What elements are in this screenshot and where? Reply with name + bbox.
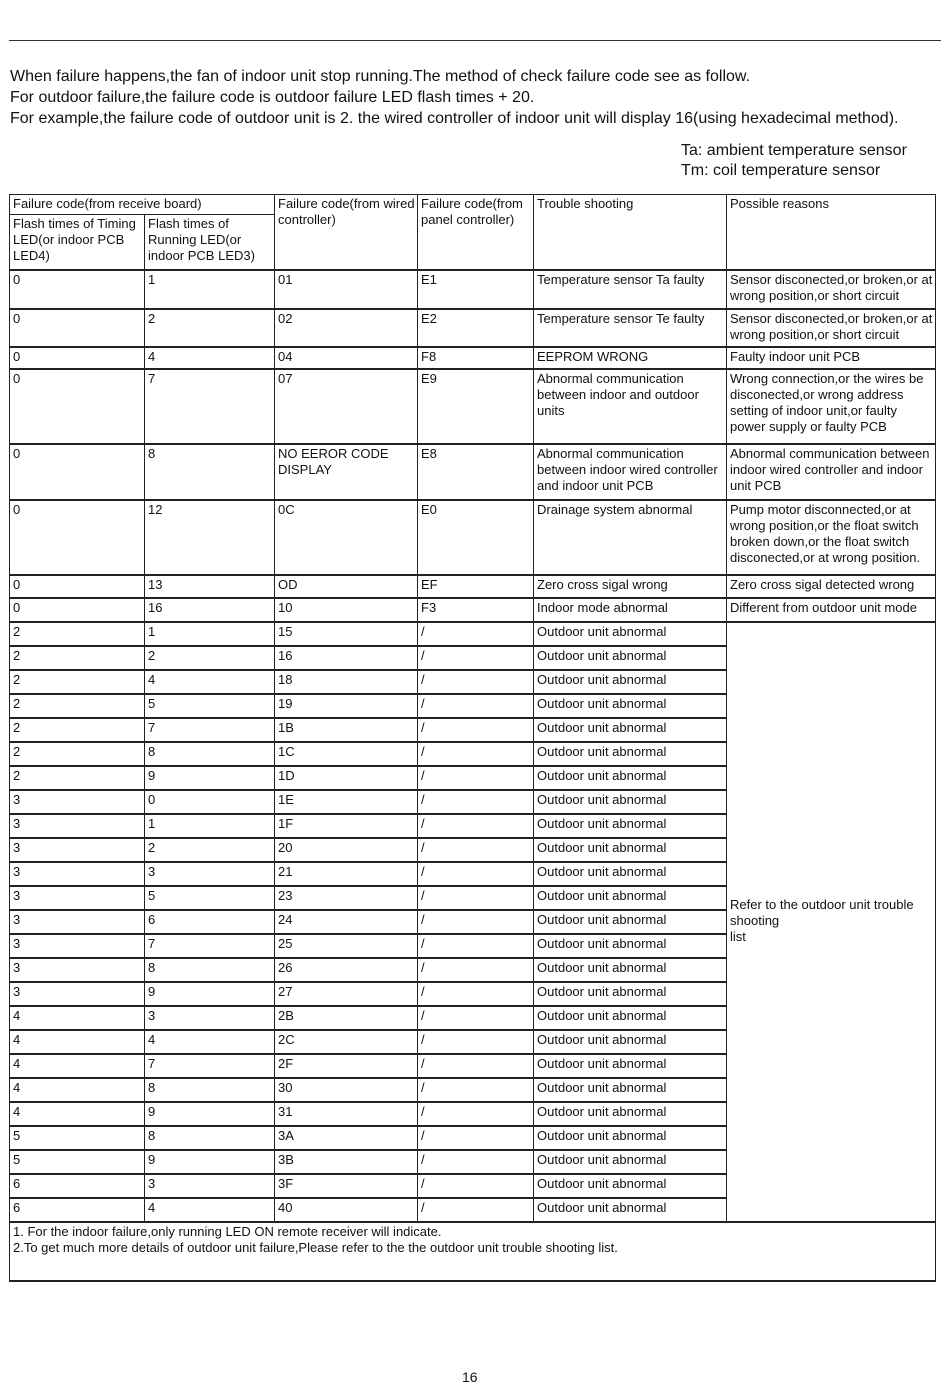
trouble-cell: Outdoor unit abnormal — [534, 934, 727, 958]
panel-code-cell: E1 — [418, 270, 534, 309]
timing-led-cell: 2 — [10, 646, 145, 670]
wired-code-cell: OD — [275, 575, 418, 598]
running-led-cell: 5 — [145, 694, 275, 718]
legend-tm: Tm: coil temperature sensor — [681, 162, 881, 179]
wired-code-cell: 27 — [275, 982, 418, 1006]
panel-code-cell: / — [418, 1078, 534, 1102]
timing-led-cell: 3 — [10, 814, 145, 838]
wired-code-cell: 3A — [275, 1126, 418, 1150]
timing-led-cell: 5 — [10, 1150, 145, 1174]
trouble-cell: Outdoor unit abnormal — [534, 982, 727, 1006]
timing-led-cell: 2 — [10, 766, 145, 790]
wired-code-cell: 15 — [275, 622, 418, 646]
timing-led-cell: 0 — [10, 309, 145, 347]
trouble-cell: Outdoor unit abnormal — [534, 718, 727, 742]
running-led-cell: 16 — [145, 598, 275, 622]
timing-led-cell: 4 — [10, 1030, 145, 1054]
intro-line: For example,the failure code of outdoor unit is 2. the wired controller of indoor unit will display 16(using hexadecimal method). — [10, 110, 899, 127]
reason-cell: Zero cross sigal detected wrong — [727, 575, 936, 598]
panel-code-cell: / — [418, 1102, 534, 1126]
wired-code-cell: 0C — [275, 500, 418, 575]
timing-led-cell: 0 — [10, 500, 145, 575]
panel-code-cell: E0 — [418, 500, 534, 575]
wired-code-cell: 26 — [275, 958, 418, 982]
running-led-cell: 1 — [145, 270, 275, 309]
timing-led-cell: 0 — [10, 347, 145, 369]
indoor-failure-row — [10, 444, 936, 500]
panel-code-cell: / — [418, 934, 534, 958]
note-line: 1. For the indoor failure,only running LED ON remote receiver will indicate. — [13, 1223, 442, 1239]
notes-row — [10, 1222, 936, 1281]
outdoor-reason-line: shooting — [730, 913, 780, 928]
panel-code-cell: / — [418, 694, 534, 718]
running-led-cell: 2 — [145, 838, 275, 862]
trouble-cell: Outdoor unit abnormal — [534, 958, 727, 982]
timing-led-cell: 3 — [10, 886, 145, 910]
header-wired-controller: Failure code(from wired controller) — [275, 195, 418, 270]
running-led-cell: 2 — [145, 646, 275, 670]
trouble-cell: Outdoor unit abnormal — [534, 1006, 727, 1030]
wired-code-cell: NO EEROR CODE DISPLAY — [275, 444, 418, 500]
running-led-cell: 5 — [145, 886, 275, 910]
outdoor-failure-row — [10, 622, 936, 646]
wired-code-cell: 3F — [275, 1174, 418, 1198]
indoor-failure-row — [10, 347, 936, 369]
running-led-cell: 4 — [145, 347, 275, 369]
page-number: 16 — [462, 1369, 478, 1385]
reason-cell: Faulty indoor unit PCB — [727, 347, 936, 369]
trouble-cell: Outdoor unit abnormal — [534, 886, 727, 910]
running-led-cell: 8 — [145, 958, 275, 982]
panel-code-cell: / — [418, 1126, 534, 1150]
outdoor-reason-cell — [727, 622, 936, 1222]
trouble-cell: Outdoor unit abnormal — [534, 742, 727, 766]
reason-cell: Wrong connection,or the wires be disconected,or wrong address setting of indoor unit,or faulty power supply or faulty PCB — [727, 369, 936, 444]
header-trouble-shooting: Trouble shooting — [534, 195, 727, 270]
trouble-cell: Outdoor unit abnormal — [534, 814, 727, 838]
wired-code-cell: 40 — [275, 1198, 418, 1222]
wired-code-cell: 23 — [275, 886, 418, 910]
panel-code-cell: E9 — [418, 369, 534, 444]
wired-code-cell: 20 — [275, 838, 418, 862]
trouble-cell: Outdoor unit abnormal — [534, 862, 727, 886]
trouble-cell: Outdoor unit abnormal — [534, 1054, 727, 1078]
wired-code-cell: 07 — [275, 369, 418, 444]
timing-led-cell: 4 — [10, 1006, 145, 1030]
panel-code-cell: EF — [418, 575, 534, 598]
trouble-cell: Outdoor unit abnormal — [534, 694, 727, 718]
panel-code-cell: E2 — [418, 309, 534, 347]
header-possible-reasons: Possible reasons — [727, 195, 936, 270]
header-panel-controller: Failure code(from panel controller) — [418, 195, 534, 270]
wired-code-cell: 02 — [275, 309, 418, 347]
panel-code-cell: / — [418, 646, 534, 670]
timing-led-cell: 0 — [10, 270, 145, 309]
running-led-cell: 3 — [145, 1006, 275, 1030]
trouble-cell: Outdoor unit abnormal — [534, 1126, 727, 1150]
timing-led-cell: 3 — [10, 790, 145, 814]
wired-code-cell: 10 — [275, 598, 418, 622]
wired-code-cell: 16 — [275, 646, 418, 670]
note-line: 2.To get much more details of outdoor unit failure,Please refer to the the outdoor unit trouble shooting list. — [13, 1239, 618, 1255]
running-led-cell: 12 — [145, 500, 275, 575]
trouble-cell: Indoor mode abnormal — [534, 598, 727, 622]
running-led-cell: 9 — [145, 1150, 275, 1174]
running-led-cell: 1 — [145, 622, 275, 646]
trouble-cell: Outdoor unit abnormal — [534, 1030, 727, 1054]
indoor-failure-row — [10, 369, 936, 444]
notes-cell — [10, 1222, 936, 1281]
indoor-failure-row — [10, 575, 936, 598]
failure-code-table — [9, 194, 936, 1282]
wired-code-cell: 1D — [275, 766, 418, 790]
running-led-cell: 8 — [145, 1126, 275, 1150]
intro-line: For outdoor failure,the failure code is outdoor failure LED flash times + 20. — [10, 89, 535, 106]
reason-cell: Sensor disconected,or broken,or at wrong position,or short circuit — [727, 270, 936, 309]
wired-code-cell: 18 — [275, 670, 418, 694]
running-led-cell: 4 — [145, 670, 275, 694]
wired-code-cell: 25 — [275, 934, 418, 958]
panel-code-cell: / — [418, 766, 534, 790]
running-led-cell: 9 — [145, 982, 275, 1006]
wired-code-cell: 1E — [275, 790, 418, 814]
wired-code-cell: 1F — [275, 814, 418, 838]
reason-cell: Abnormal communication between indoor wired controller and indoor unit PCB — [727, 444, 936, 500]
running-led-cell: 7 — [145, 934, 275, 958]
trouble-cell: Outdoor unit abnormal — [534, 1150, 727, 1174]
trouble-cell: Temperature sensor Ta faulty — [534, 270, 727, 309]
running-led-cell: 2 — [145, 309, 275, 347]
trouble-cell: Drainage system abnormal — [534, 500, 727, 575]
wired-code-cell: 2C — [275, 1030, 418, 1054]
wired-code-cell: 2F — [275, 1054, 418, 1078]
trouble-cell: Outdoor unit abnormal — [534, 1198, 727, 1222]
header-timing-led: Flash times of Timing LED(or indoor PCB LED4) — [10, 215, 145, 270]
panel-code-cell: F8 — [418, 347, 534, 369]
header-receive-board: Failure code(from receive board) — [10, 195, 275, 215]
wired-code-cell: 24 — [275, 910, 418, 934]
trouble-cell: Outdoor unit abnormal — [534, 910, 727, 934]
legend-ta: Ta: ambient temperature sensor — [681, 142, 907, 159]
trouble-cell: Outdoor unit abnormal — [534, 646, 727, 670]
panel-code-cell: / — [418, 670, 534, 694]
wired-code-cell: 2B — [275, 1006, 418, 1030]
panel-code-cell: / — [418, 1006, 534, 1030]
trouble-cell: Outdoor unit abnormal — [534, 1174, 727, 1198]
wired-code-cell: 01 — [275, 270, 418, 309]
timing-led-cell: 3 — [10, 958, 145, 982]
running-led-cell: 8 — [145, 742, 275, 766]
timing-led-cell: 6 — [10, 1198, 145, 1222]
panel-code-cell: / — [418, 838, 534, 862]
timing-led-cell: 3 — [10, 934, 145, 958]
reason-cell: Different from outdoor unit mode — [727, 598, 936, 622]
running-led-cell: 6 — [145, 910, 275, 934]
running-led-cell: 1 — [145, 814, 275, 838]
panel-code-cell: / — [418, 886, 534, 910]
running-led-cell: 4 — [145, 1030, 275, 1054]
trouble-cell: Outdoor unit abnormal — [534, 670, 727, 694]
header-running-led: Flash times of Running LED(or indoor PCB LED3) — [145, 215, 275, 270]
panel-code-cell: / — [418, 622, 534, 646]
running-led-cell: 9 — [145, 766, 275, 790]
running-led-cell: 7 — [145, 718, 275, 742]
outdoor-reason-line: Refer to the outdoor unit trouble — [730, 897, 914, 912]
intro-text — [10, 66, 945, 129]
panel-code-cell: E8 — [418, 444, 534, 500]
panel-code-cell: / — [418, 790, 534, 814]
timing-led-cell: 2 — [10, 670, 145, 694]
timing-led-cell: 0 — [10, 444, 145, 500]
wired-code-cell: 21 — [275, 862, 418, 886]
timing-led-cell: 0 — [10, 369, 145, 444]
timing-led-cell: 5 — [10, 1126, 145, 1150]
panel-code-cell: / — [418, 1054, 534, 1078]
wired-code-cell: 1B — [275, 718, 418, 742]
timing-led-cell: 4 — [10, 1102, 145, 1126]
timing-led-cell: 3 — [10, 838, 145, 862]
running-led-cell: 3 — [145, 862, 275, 886]
wired-code-cell: 19 — [275, 694, 418, 718]
trouble-cell: Outdoor unit abnormal — [534, 790, 727, 814]
reason-cell: Pump motor disconnected,or at wrong position,or the float switch broken down,or the float switch disconected,or at wrong position. — [727, 500, 936, 575]
panel-code-cell: / — [418, 1030, 534, 1054]
panel-code-cell: / — [418, 958, 534, 982]
panel-code-cell: / — [418, 742, 534, 766]
panel-code-cell: / — [418, 814, 534, 838]
trouble-cell: EEPROM WRONG — [534, 347, 727, 369]
running-led-cell: 7 — [145, 1054, 275, 1078]
wired-code-cell: 30 — [275, 1078, 418, 1102]
timing-led-cell: 2 — [10, 694, 145, 718]
trouble-cell: Temperature sensor Te faulty — [534, 309, 727, 347]
running-led-cell: 3 — [145, 1174, 275, 1198]
timing-led-cell: 3 — [10, 910, 145, 934]
trouble-cell: Abnormal communication between indoor wired controller and indoor unit PCB — [534, 444, 727, 500]
indoor-failure-row — [10, 270, 936, 309]
wired-code-cell: 04 — [275, 347, 418, 369]
trouble-cell: Outdoor unit abnormal — [534, 1078, 727, 1102]
reason-cell: Sensor disconected,or broken,or at wrong position,or short circuit — [727, 309, 936, 347]
panel-code-cell: / — [418, 1150, 534, 1174]
indoor-failure-row — [10, 500, 936, 575]
running-led-cell: 4 — [145, 1198, 275, 1222]
timing-led-cell: 2 — [10, 742, 145, 766]
indoor-failure-row — [10, 309, 936, 347]
panel-code-cell: / — [418, 910, 534, 934]
timing-led-cell: 0 — [10, 598, 145, 622]
panel-code-cell: / — [418, 982, 534, 1006]
running-led-cell: 7 — [145, 369, 275, 444]
trouble-cell: Outdoor unit abnormal — [534, 1102, 727, 1126]
panel-code-cell: F3 — [418, 598, 534, 622]
sensor-legend — [681, 141, 907, 181]
trouble-cell: Outdoor unit abnormal — [534, 838, 727, 862]
timing-led-cell: 2 — [10, 622, 145, 646]
wired-code-cell: 31 — [275, 1102, 418, 1126]
running-led-cell: 0 — [145, 790, 275, 814]
timing-led-cell: 4 — [10, 1054, 145, 1078]
timing-led-cell: 3 — [10, 982, 145, 1006]
timing-led-cell: 4 — [10, 1078, 145, 1102]
timing-led-cell: 3 — [10, 862, 145, 886]
panel-code-cell: / — [418, 862, 534, 886]
outdoor-reason-line: list — [730, 929, 746, 944]
top-rule — [9, 40, 941, 41]
trouble-cell: Outdoor unit abnormal — [534, 766, 727, 790]
timing-led-cell: 0 — [10, 575, 145, 598]
running-led-cell: 8 — [145, 1078, 275, 1102]
wired-code-cell: 1C — [275, 742, 418, 766]
indoor-failure-row — [10, 598, 936, 622]
running-led-cell: 9 — [145, 1102, 275, 1126]
wired-code-cell: 3B — [275, 1150, 418, 1174]
trouble-cell: Outdoor unit abnormal — [534, 622, 727, 646]
timing-led-cell: 6 — [10, 1174, 145, 1198]
intro-line: When failure happens,the fan of indoor unit stop running.The method of check failure code see as follow. — [10, 68, 751, 85]
trouble-cell: Zero cross sigal wrong — [534, 575, 727, 598]
running-led-cell: 13 — [145, 575, 275, 598]
timing-led-cell: 2 — [10, 718, 145, 742]
running-led-cell: 8 — [145, 444, 275, 500]
panel-code-cell: / — [418, 718, 534, 742]
panel-code-cell: / — [418, 1174, 534, 1198]
panel-code-cell: / — [418, 1198, 534, 1222]
trouble-cell: Abnormal communication between indoor and outdoor units — [534, 369, 727, 444]
